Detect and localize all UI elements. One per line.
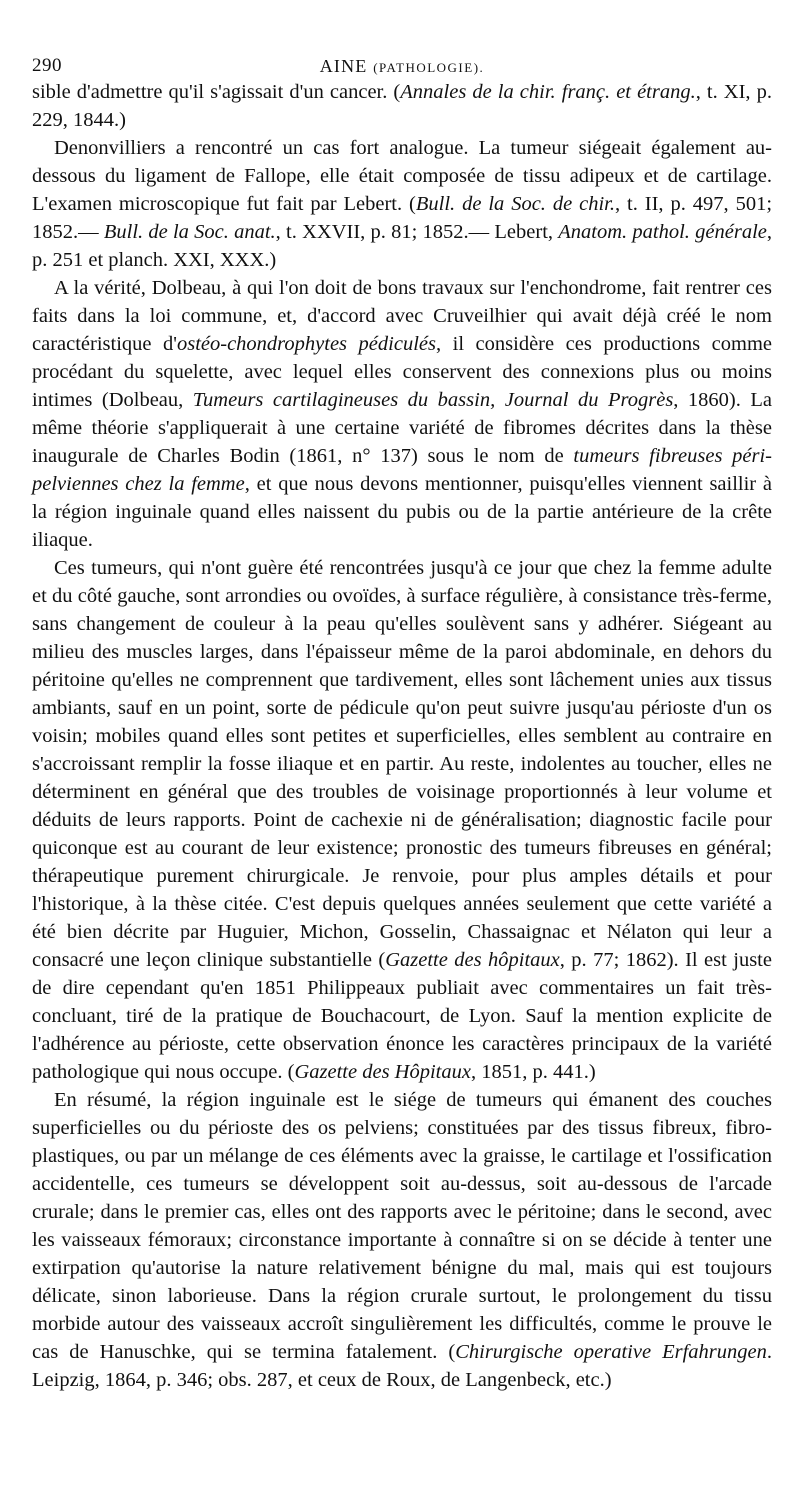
running-title xyxy=(32,52,772,82)
body-text xyxy=(32,78,772,1394)
text-run: En résumé, la région inguinale est le siége de tumeurs qui émanent des couches superficielles ou du périoste des os pelviens; constituées par des tissus fibreux, fibro-plastiques, ou par un mélange de ces éléments avec la graisse, le cartilage et l'ossification accidentelle, ces tumeurs se développent soit au-dessus, soit au-dessous de l'arcade crurale; dans le premier cas, elles ont des rapports avec le péritoine; dans le second, avec les vaisseaux fémoraux; circonstance importante à connaître si on se décide à tenter une extirpation qu'autorise la nature relativement bénigne du mal, mais qui est toujours délicate, sinon laborieuse. Dans la région crurale surtout, le prolongement du tissu morbide autour des vaisseaux accroît singulièrement les difficultés, comme le prouve le cas de Hanuschke, qui se termina fatalement. ( xyxy=(32,1089,772,1363)
running-title-main: AINE xyxy=(319,56,368,76)
text-run: , p. 251 et planch. XXI, XXX.) xyxy=(32,221,772,271)
italic-citation: Tumeurs cartilagineuses du bassin, Journal du Progrès xyxy=(192,389,674,411)
text-run: A la vérité, Dolbeau, à qui l'on doit de bons travaux sur l'enchondrome, fait rentrer ces faits dans la loi commune, et, d'accord avec Cruveilhier qui avait déjà créé le nom caractéristique d' xyxy=(32,277,772,355)
text-run: , p. 77; 1862). Il est juste de dire cependant qu'en 1851 Philippeaux publiait avec commentaires un fait très-concluant, tiré de la pratique de Bouchacourt, de Lyon. Sauf la mention explicite de l'adhérence au périoste, cette observation énonce les caractères principaux de la variété pathologique qui nous occupe. ( xyxy=(32,949,772,1083)
paragraph xyxy=(32,1086,772,1394)
text-run: , t. II, p. 497, 501; 1852.— xyxy=(32,193,773,243)
italic-citation: Annales de la chir. franç. et étrang. xyxy=(400,81,696,103)
text-run: , 1860). La même théorie s'appliquerait à une certaine variété de fibromes décrites dans la thèse inaugurale de Charles Bodin (1861, n° 137) sous le nom de xyxy=(32,389,773,467)
italic-citation: Bull. de la Soc. de chir. xyxy=(415,193,615,215)
italic-citation: Chirurgische operative Erfahrungen xyxy=(455,1341,767,1363)
text-run: Denonvilliers a rencontré un cas fort analogue. La tumeur siégeait également au-dessous du ligament de Fallope, elle était composée de tissu adipeux et de cartilage. L'examen microscopique fut fait par Lebert. ( xyxy=(32,137,772,215)
italic-citation: tumeurs fibreuses péri-pelviennes chez la femme xyxy=(32,445,773,495)
page-number: 290 xyxy=(32,55,62,76)
paragraph xyxy=(32,554,772,1086)
italic-citation: Gazette des hôpitaux xyxy=(385,949,560,971)
text-run: , t. XXVII, p. 81; 1852.— Lebert, xyxy=(275,221,559,243)
text-run: . Leipzig, 1864, p. 346; obs. 287, et ceux de Roux, de Langenbeck, etc.) xyxy=(32,1341,772,1391)
italic-citation: Gazette des Hôpitaux xyxy=(294,1061,471,1083)
page-header xyxy=(32,52,772,78)
paragraph xyxy=(32,274,772,554)
paragraph xyxy=(32,134,772,274)
text-run: , et que nous devons mentionner, puisqu'elles viennent saillir à la région inguinale quand elles naissent du pubis ou de la partie antérieure de la crête iliaque. xyxy=(32,473,772,551)
italic-citation: ostéo-chondrophytes pédiculés xyxy=(176,333,436,355)
italic-citation: Anatom. pathol. générale xyxy=(558,221,767,243)
italic-citation: Bull. de la Soc. anat. xyxy=(103,221,276,243)
text-run: Ces tumeurs, qui n'ont guère été rencontrées jusqu'à ce jour que chez la femme adulte et du côté gauche, sont arrondies ou ovoïdes, à surface régulière, à consistance très-ferme, sans changement de couleur à la peau qu'elles soulèvent sans y adhérer. Siégeant au milieu des muscles larges, dans l'épaisseur même de la paroi abdominale, en dehors du péritoine qu'elles ne comprennent que tardivement, elles sont lâchement unies aux tissus ambiants, sauf en un point, sorte de pédicule qu'on peut suivre jusqu'au périoste d'un os voisin; mobiles quand elles sont petites et superficielles, elles semblent au contraire en s'accroissant remplir la fosse iliaque et en partir. Au reste, indolentes au toucher, elles ne déterminent en général que des troubles de voisinage proportionnés à leur volume et déduits de leurs rapports. Point de cachexie ni de généralisation; diagnostic facile pour quiconque est au courant de leur existence; pronostic des tumeurs fibreuses en général; thérapeutique purement chirurgicale. Je renvoie, pour plus amples détails et pour l'historique, à la thèse citée. C'est depuis quelques années seulement que cette variété a été bien décrite par Huguier, Michon, Gosselin, Chassaignac et Nélaton qui leur a consacré une leçon clinique substantielle ( xyxy=(32,557,772,971)
paragraph xyxy=(32,78,772,134)
text-run: , il considère ces productions comme procédant du squelette, avec lequel elles conservent des connexions plus ou moins intimes (Dolbeau, xyxy=(32,333,772,411)
text-run: , t. XI, p. 229, 1844.) xyxy=(32,81,772,131)
text-run: , 1851, p. 441.) xyxy=(470,1061,596,1083)
running-title-subtitle: (PATHOLOGIE). xyxy=(373,60,485,75)
text-run: sible d'admettre qu'il s'agissait d'un cancer. ( xyxy=(32,81,401,103)
